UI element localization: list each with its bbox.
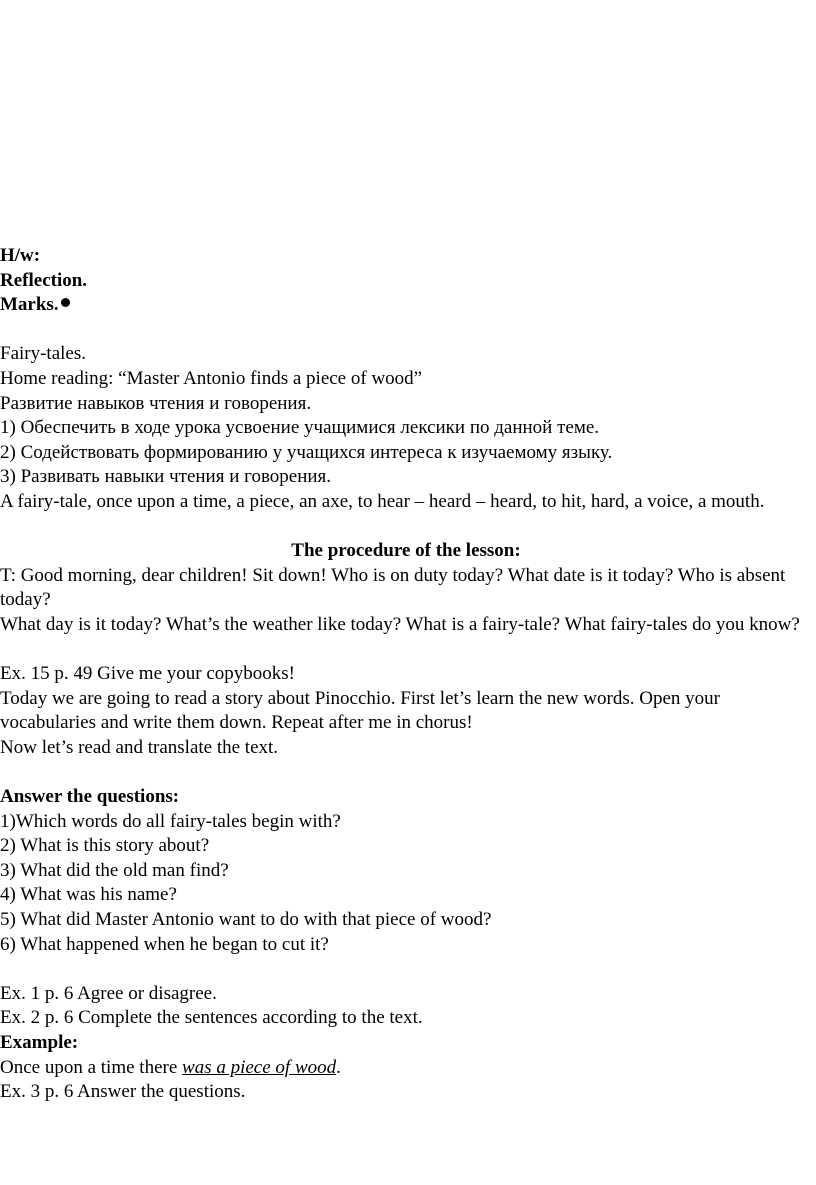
question-item: 1)Which words do all fairy-tales begin with?: [0, 810, 341, 832]
exercise-1: Ex. 1 p. 6 Agree or disagree.: [0, 982, 217, 1004]
marks-label: Marks.: [0, 294, 59, 316]
task-item: 1) Обеспечить в ходе урока усвоение учащимися лексики по данной теме.: [0, 417, 600, 439]
question-item: 6) What happened when he began to cut it?: [0, 933, 329, 955]
exercise-2: Ex. 2 p. 6 Complete the sentences according to the text.: [0, 1007, 423, 1029]
task-item: 3) Развивать навыки чтения и говорения.: [0, 466, 332, 488]
spacer: [0, 318, 812, 343]
marks-heading: [0, 293, 812, 318]
exercise-3: Ex. 3 p. 6 Answer the questions.: [0, 1081, 246, 1103]
home-reading: Home reading: “Master Antonio finds a piece of wood”: [0, 367, 423, 389]
lesson-topic: Fairy-tales.: [0, 343, 87, 365]
question-item: 2) What is this story about?: [0, 835, 210, 857]
translate-paragraph: Now let’s read and translate the text.: [0, 736, 279, 758]
question-item: 3) What did the old man find?: [0, 859, 229, 881]
lesson-plan-page: [0, 244, 812, 1105]
exercise-15: Ex. 15 p. 49 Give me your copybooks!: [0, 663, 295, 685]
example-heading: Example:: [0, 1032, 79, 1053]
answer-heading: Answer the questions:: [0, 786, 180, 808]
day-questions-paragraph: What day is it today? What’s the weather like today? What is a fairy-tale? What fairy-tales do you know?: [0, 613, 800, 635]
vocabulary-list: A fairy-tale, once upon a time, a piece, an axe, to hear – heard – heard, to hit, hard, a voice, a mouth.: [0, 490, 765, 512]
question-item: 4) What was his name?: [0, 884, 177, 906]
reflection-heading: Reflection.: [0, 269, 88, 291]
homework-heading: H/w:: [0, 245, 41, 266]
spacer: [0, 957, 812, 982]
spacer: [0, 760, 812, 785]
example-prefix: Once upon a time there: [0, 1056, 183, 1078]
example-answer: was a piece of wood: [182, 1056, 337, 1078]
task-item: 2) Содействовать формированию у учащихся интереса к изучаемому языку.: [0, 441, 613, 463]
question-item: 5) What did Master Antonio want to do with that piece of wood?: [0, 909, 492, 931]
spacer: [0, 638, 812, 663]
lesson-aim: Развитие навыков чтения и говорения.: [0, 392, 312, 414]
procedure-heading: The procedure of the lesson:: [291, 540, 521, 562]
bullet-icon: [61, 298, 70, 307]
spacer: [0, 515, 812, 540]
example-suffix: .: [336, 1056, 341, 1078]
today-paragraph: Today we are going to read a story about Pinocchio. First let’s learn the new words. Open your vocabularies and write them down. Repeat after me in chorus!: [0, 687, 720, 734]
greeting-paragraph: T: Good morning, dear children! Sit down! Who is on duty today? What date is it today? Who is absent today?: [0, 564, 786, 611]
example-sentence: [0, 1056, 812, 1081]
